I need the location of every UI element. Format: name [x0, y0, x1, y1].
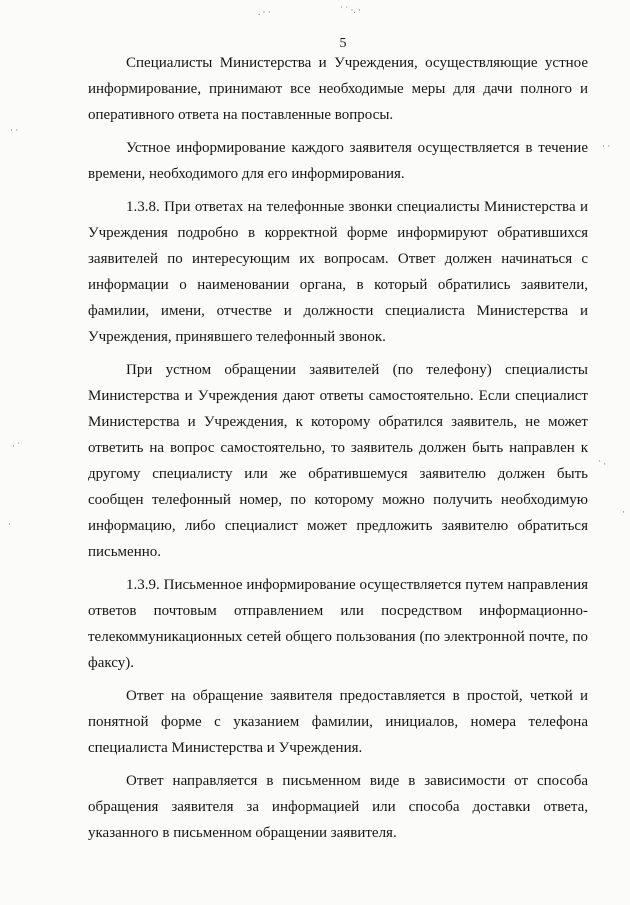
paragraph-1-3-8-phone-calls: 1.3.8. При ответах на телефонные звонки специалисты Министерства и Учреждения подробно в корректной форме информируют обратившихся заявителей по интересующим их вопросам. Ответ должен начинаться с информации о наименовании органа, в который обратились заявители, фамилии, имени, отчестве и должности специалиста Министерства и Учреждения, принявшего телефонный звонок.	[88, 199, 588, 345]
scan-speck: ˙ ·	[598, 459, 607, 469]
paragraph-oral-appeal-answers: При устном обращении заявителей (по телефону) специалисты Министерства и Учреждения дают ответы самостоятельно. Если специалист Министерства и Учреждения, к которому обратился заявитель, не может ответить на вопрос самостоятельно, то заявитель должен быть направлен к другому специалисту или же обратившемуся заявителю должен быть сообщен телефонный номер, по которому можно получить необходимую информацию, либо специалист может предложить заявителю обратиться письменно.	[88, 362, 588, 560]
page-number: 5	[339, 36, 347, 51]
scan-speck: · ˙	[12, 441, 21, 451]
scan-speck: · ·	[602, 141, 611, 151]
scan-speck: ˙ ˙ ·. ·	[340, 5, 361, 15]
scan-speck: · ·	[10, 125, 19, 135]
paragraph-answer-form: Ответ на обращение заявителя предоставляется в простой, четкой и понятной форме с указанием фамилии, инициалов, номера телефона специалиста Министерства и Учреждения.	[88, 688, 588, 756]
paragraph-1-3-9-written-information: 1.3.9. Письменное информирование осуществляется путем направления ответов почтовым отправлением или посредством информационно-телекоммуникационных сетей общего пользования (по электронной почте, по факсу).	[88, 577, 588, 671]
document-body	[88, 50, 588, 853]
paragraph-specialists-measures: Специалисты Министерства и Учреждения, осуществляющие устное информирование, принимают все необходимые меры для дачи полного и оперативного ответа на поставленные вопросы.	[88, 55, 588, 123]
scan-speck: . · ·	[258, 7, 271, 17]
scan-speck: ·	[8, 519, 11, 529]
scan-speck: ·	[622, 507, 625, 517]
paragraph-answer-delivery: Ответ направляется в письменном виде в зависимости от способа обращения заявителя за информацией или способа доставки ответа, указанного в письменном обращении заявителя.	[88, 773, 588, 841]
paragraph-oral-information-duration: Устное информирование каждого заявителя осуществляется в течение времени, необходимого для его информирования.	[88, 140, 588, 182]
